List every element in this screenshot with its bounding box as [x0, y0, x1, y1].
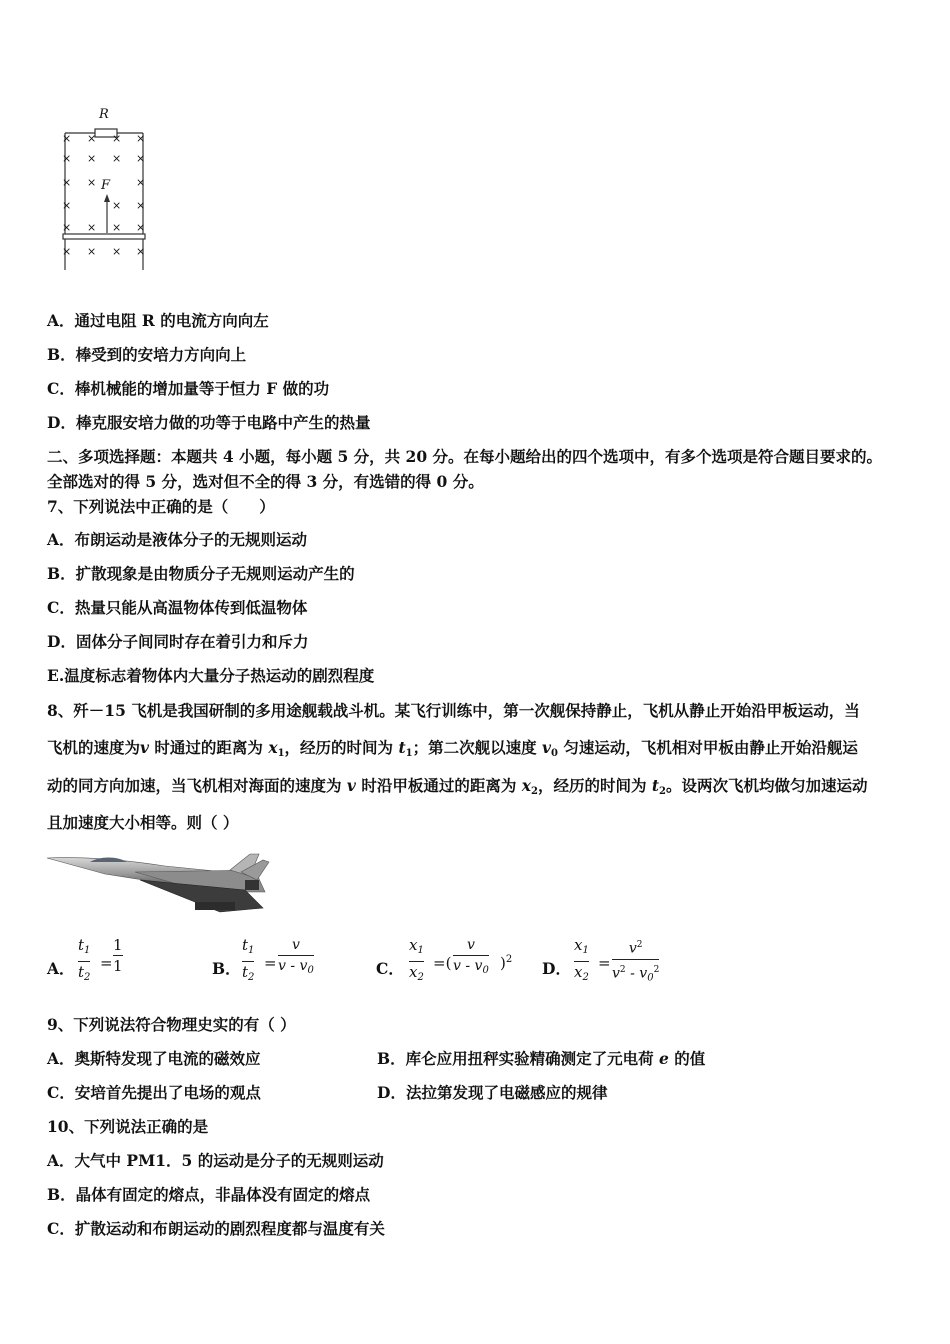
field-cross-icon: ×: [112, 221, 122, 234]
q8-stem-line3: 动的同方向加速，当飞机相对海面的速度为 v 时沿甲板通过的距离为 $x_2$，经历的时间为 $t_2$。设两次飞机均做匀加速运动: [47, 776, 868, 797]
field-cross-icon: ×: [62, 245, 72, 258]
field-cross-icon: ×: [136, 152, 146, 165]
q6-option-a: A．通过电阻 R 的电流方向向左: [47, 311, 269, 330]
q6-option-b: B．棒受到的安培力方向向上: [47, 345, 247, 364]
field-cross-icon: ×: [112, 152, 122, 165]
field-cross-icon: ×: [136, 221, 146, 234]
field-cross-icon: ×: [62, 221, 72, 234]
q7-option-b: B．扩散现象是由物质分子无规则运动产生的: [47, 564, 355, 583]
j15-fighter-jet-image: [45, 850, 270, 925]
q7-option-e: E.温度标志着物体内大量分子热运动的剧烈程度: [47, 666, 375, 685]
q9-option-d: D．法拉第发现了电磁感应的规律: [377, 1083, 608, 1102]
field-cross-icon: ×: [62, 132, 72, 145]
field-cross-icon: ×: [87, 176, 97, 189]
q9-option-a: A．奥斯特发现了电流的磁效应: [47, 1049, 261, 1068]
field-cross-icon: ×: [62, 152, 72, 165]
q8-option-a: A． $t_1$ $t_2$ = 1 1: [47, 936, 123, 983]
resistor-label: R: [99, 107, 109, 122]
field-cross-icon: ×: [87, 152, 97, 165]
force-arrow-icon: [104, 194, 110, 202]
q9-stem: 9、下列说法符合物理史实的有（ ）: [47, 1015, 296, 1034]
q6-option-d: D．棒克服安培力做的功等于电路中产生的热量: [47, 413, 371, 432]
q10-stem: 10、下列说法正确的是: [47, 1117, 209, 1136]
q10-option-b: B．晶体有固定的熔点，非晶体没有固定的熔点: [47, 1185, 371, 1204]
field-cross-icon: ×: [136, 199, 146, 212]
q6-option-c: C．棒机械能的增加量等于恒力 F 做的功: [47, 379, 330, 398]
field-cross-icon: ×: [87, 221, 97, 234]
q7-stem: 7、下列说法中正确的是（ ）: [47, 497, 275, 516]
q8-option-c: C． $x_1$ $x_2$ =( v v - $v_0$ )$^2$: [376, 936, 513, 983]
q8-option-b: B． $t_1$ $t_2$ = v v - $v_0$: [212, 936, 314, 983]
q8-stem-line4: 且加速度大小相等。则（ ）: [47, 813, 239, 832]
conducting-rod: [63, 234, 145, 239]
q9-option-c: C．安培首先提出了电场的观点: [47, 1083, 261, 1102]
force-label: F: [101, 178, 111, 193]
q10-option-c: C．扩散运动和布朗运动的剧烈程度都与温度有关: [47, 1219, 385, 1238]
q9-option-b: B．库仑应用扭秤实验精确测定了元电荷 e 的值: [377, 1049, 706, 1068]
field-cross-icon: ×: [112, 199, 122, 212]
q7-option-a: A．布朗运动是液体分子的无规则运动: [47, 530, 308, 549]
q7-option-d: D．固体分子间同时存在着引力和斥力: [47, 632, 309, 651]
q10-option-a: A．大气中 PM1．5 的运动是分子的无规则运动: [47, 1151, 384, 1170]
field-cross-icon: ×: [136, 176, 146, 189]
field-cross-icon: ×: [62, 199, 72, 212]
q8-stem-line2: 飞机的速度为v 时通过的距离为 $x_1$，经历的时间为 $t_1$；第二次舰以速度 $v_0$ 匀速运动，飞机相对甲板由静止开始沿舰运: [47, 738, 858, 759]
q8-option-d: D． $x_1$ $x_2$ = $v^2$ $v^2 - v_0^2$: [542, 936, 660, 984]
circuit-figure: [55, 105, 155, 275]
field-cross-icon: ×: [136, 245, 146, 258]
section2-header-line1: 二、多项选择题：本题共 4 小题，每小题 5 分，共 20 分。在每小题给出的四个选项中，有多个选项是符合题目要求的。: [47, 447, 883, 466]
field-cross-icon: ×: [62, 176, 72, 189]
q8-stem-line1: 8、歼－15 飞机是我国研制的多用途舰载战斗机。某飞行训练中，第一次舰保持静止，飞机从静止开始沿甲板运动，当: [47, 701, 860, 720]
field-cross-icon: ×: [136, 132, 146, 145]
section2-header-line2: 全部选对的得 5 分，选对但不全的得 3 分，有选错的得 0 分。: [47, 472, 484, 491]
field-cross-icon: ×: [112, 132, 122, 145]
q7-option-c: C．热量只能从高温物体传到低温物体: [47, 598, 308, 617]
field-cross-icon: ×: [112, 245, 122, 258]
field-cross-icon: ×: [87, 245, 97, 258]
field-cross-icon: ×: [87, 132, 97, 145]
